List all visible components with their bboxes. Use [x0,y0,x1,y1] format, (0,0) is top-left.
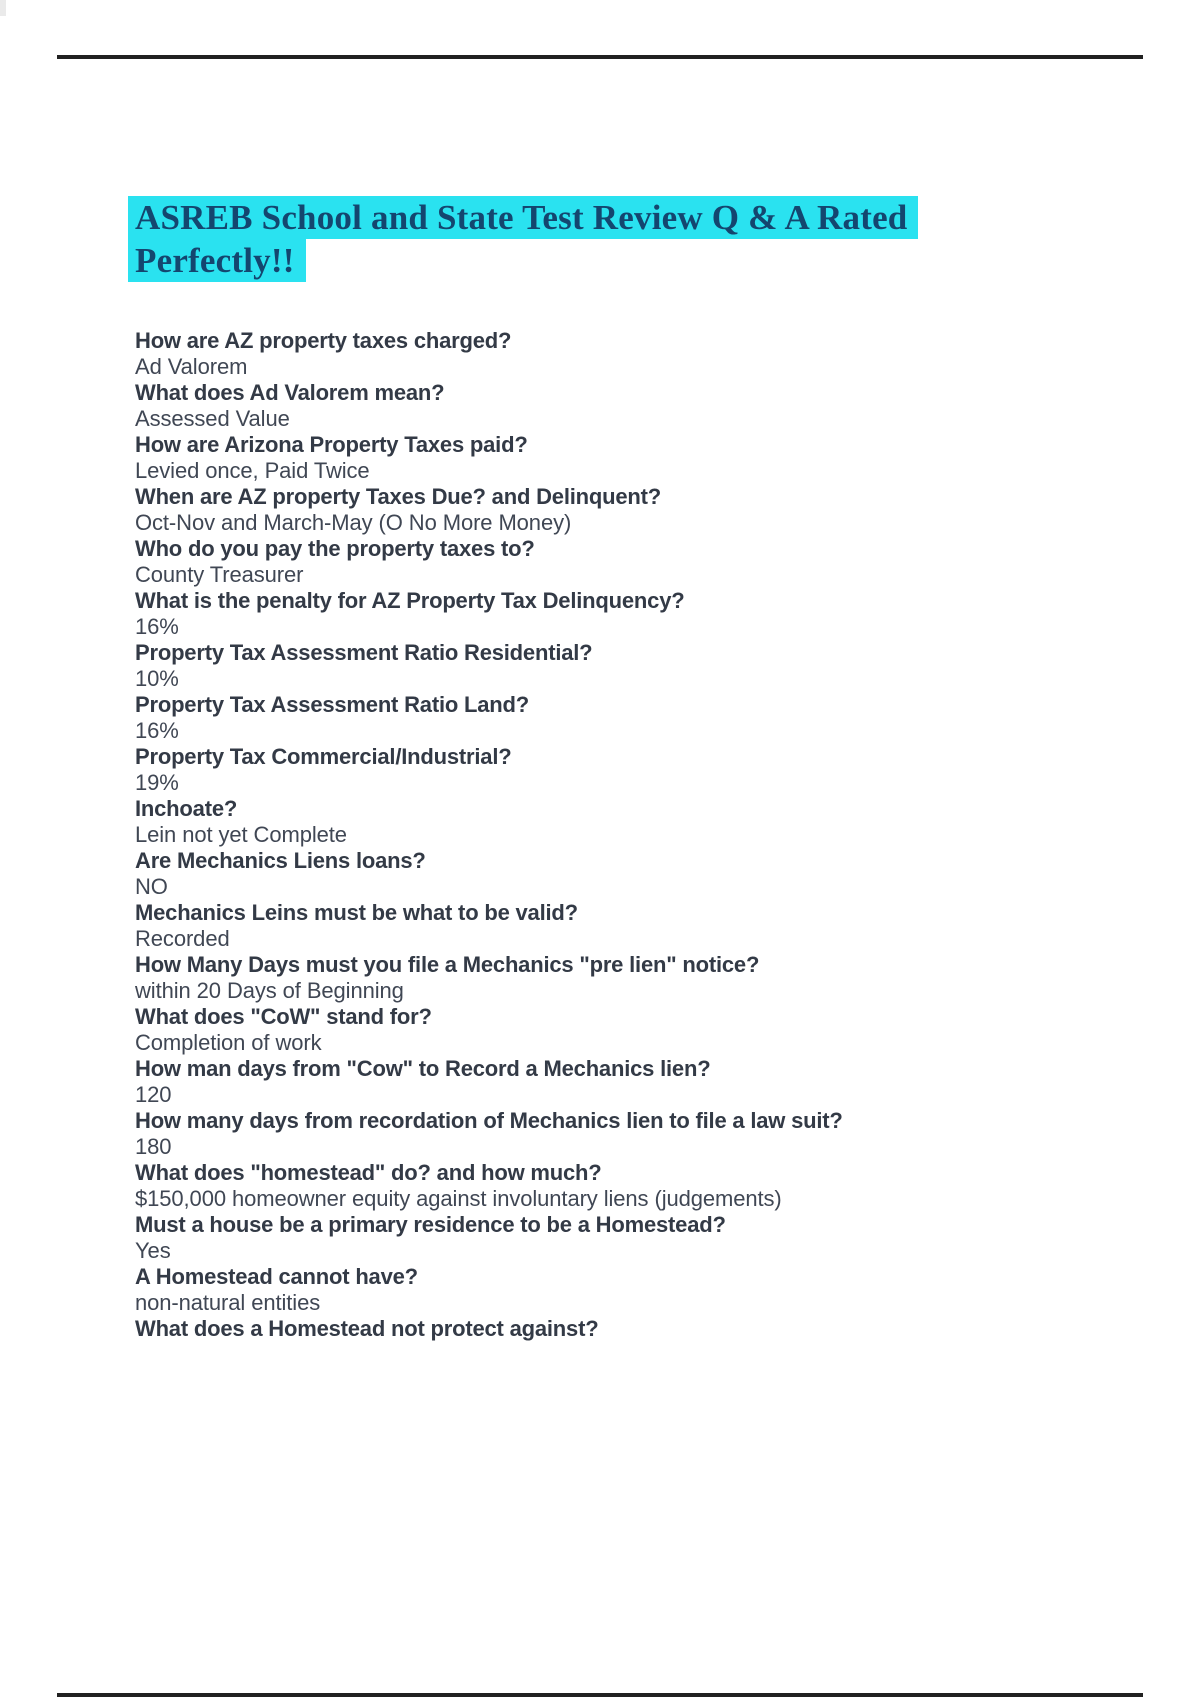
qa-question: A Homestead cannot have? [135,1264,418,1289]
title-line-2: Perfectly!! [128,239,306,282]
qa-answer: Recorded [135,926,230,951]
qa-item [135,744,1095,796]
qa-answer: 10% [135,666,179,691]
qa-item [135,1212,1095,1264]
bottom-rule [57,1693,1143,1697]
qa-item [135,796,1095,848]
qa-answer: 19% [135,770,179,795]
qa-item [135,432,1095,484]
qa-question: What does a Homestead not protect against? [135,1316,599,1341]
qa-answer: within 20 Days of Beginning [135,978,404,1003]
qa-question: What does Ad Valorem mean? [135,380,445,405]
top-rule [57,55,1143,59]
qa-answer: Lein not yet Complete [135,822,347,847]
qa-question: How many days from recordation of Mechanics lien to file a law suit? [135,1108,843,1133]
qa-item [135,1004,1095,1056]
qa-question: When are AZ property Taxes Due? and Delinquent? [135,484,662,509]
qa-item [135,484,1095,536]
qa-answer: NO [135,874,168,899]
qa-answer: Yes [135,1238,171,1263]
qa-question: Are Mechanics Liens loans? [135,848,426,873]
qa-item [135,328,1095,380]
qa-item [135,1056,1095,1108]
qa-answer: non-natural entities [135,1290,321,1315]
qa-answer: 180 [135,1134,172,1159]
qa-answer: Levied once, Paid Twice [135,458,370,483]
qa-item [135,536,1095,588]
qa-question: Property Tax Commercial/Industrial? [135,744,512,769]
qa-question: Property Tax Assessment Ratio Residential? [135,640,593,665]
qa-question: Mechanics Leins must be what to be valid? [135,900,578,925]
qa-question: Must a house be a primary residence to be a Homestead? [135,1212,726,1237]
qa-question: What does "homestead" do? and how much? [135,1160,602,1185]
qa-item [135,952,1095,1004]
qa-answer: County Treasurer [135,562,304,587]
qa-question: Who do you pay the property taxes to? [135,536,535,561]
qa-item [135,1160,1095,1212]
qa-question: What does "CoW" stand for? [135,1004,432,1029]
qa-item [135,640,1095,692]
qa-item [135,1316,1095,1342]
scan-artifact [0,0,6,16]
qa-answer: 16% [135,614,179,639]
qa-question: Inchoate? [135,796,238,821]
qa-question: How are Arizona Property Taxes paid? [135,432,528,457]
qa-list [135,328,1095,1342]
qa-item [135,1108,1095,1160]
qa-answer: Ad Valorem [135,354,248,379]
qa-item [135,900,1095,952]
qa-answer: 16% [135,718,179,743]
qa-question: Property Tax Assessment Ratio Land? [135,692,529,717]
qa-answer: Assessed Value [135,406,290,431]
title-line-1: ASREB School and State Test Review Q & A Rated [128,196,918,239]
page-content [135,196,1095,1342]
qa-question: How are AZ property taxes charged? [135,328,512,353]
qa-question: What is the penalty for AZ Property Tax Delinquency? [135,588,685,613]
qa-question: How man days from "Cow" to Record a Mechanics lien? [135,1056,711,1081]
qa-item [135,380,1095,432]
qa-item [135,692,1095,744]
page-title [135,196,1095,282]
qa-answer: Completion of work [135,1030,322,1055]
qa-question: How Many Days must you file a Mechanics "pre lien" notice? [135,952,760,977]
qa-item [135,588,1095,640]
qa-item [135,848,1095,900]
qa-answer: 120 [135,1082,172,1107]
qa-item [135,1264,1095,1316]
qa-answer: Oct-Nov and March-May (O No More Money) [135,510,572,535]
qa-answer: $150,000 homeowner equity against involuntary liens (judgements) [135,1186,782,1211]
